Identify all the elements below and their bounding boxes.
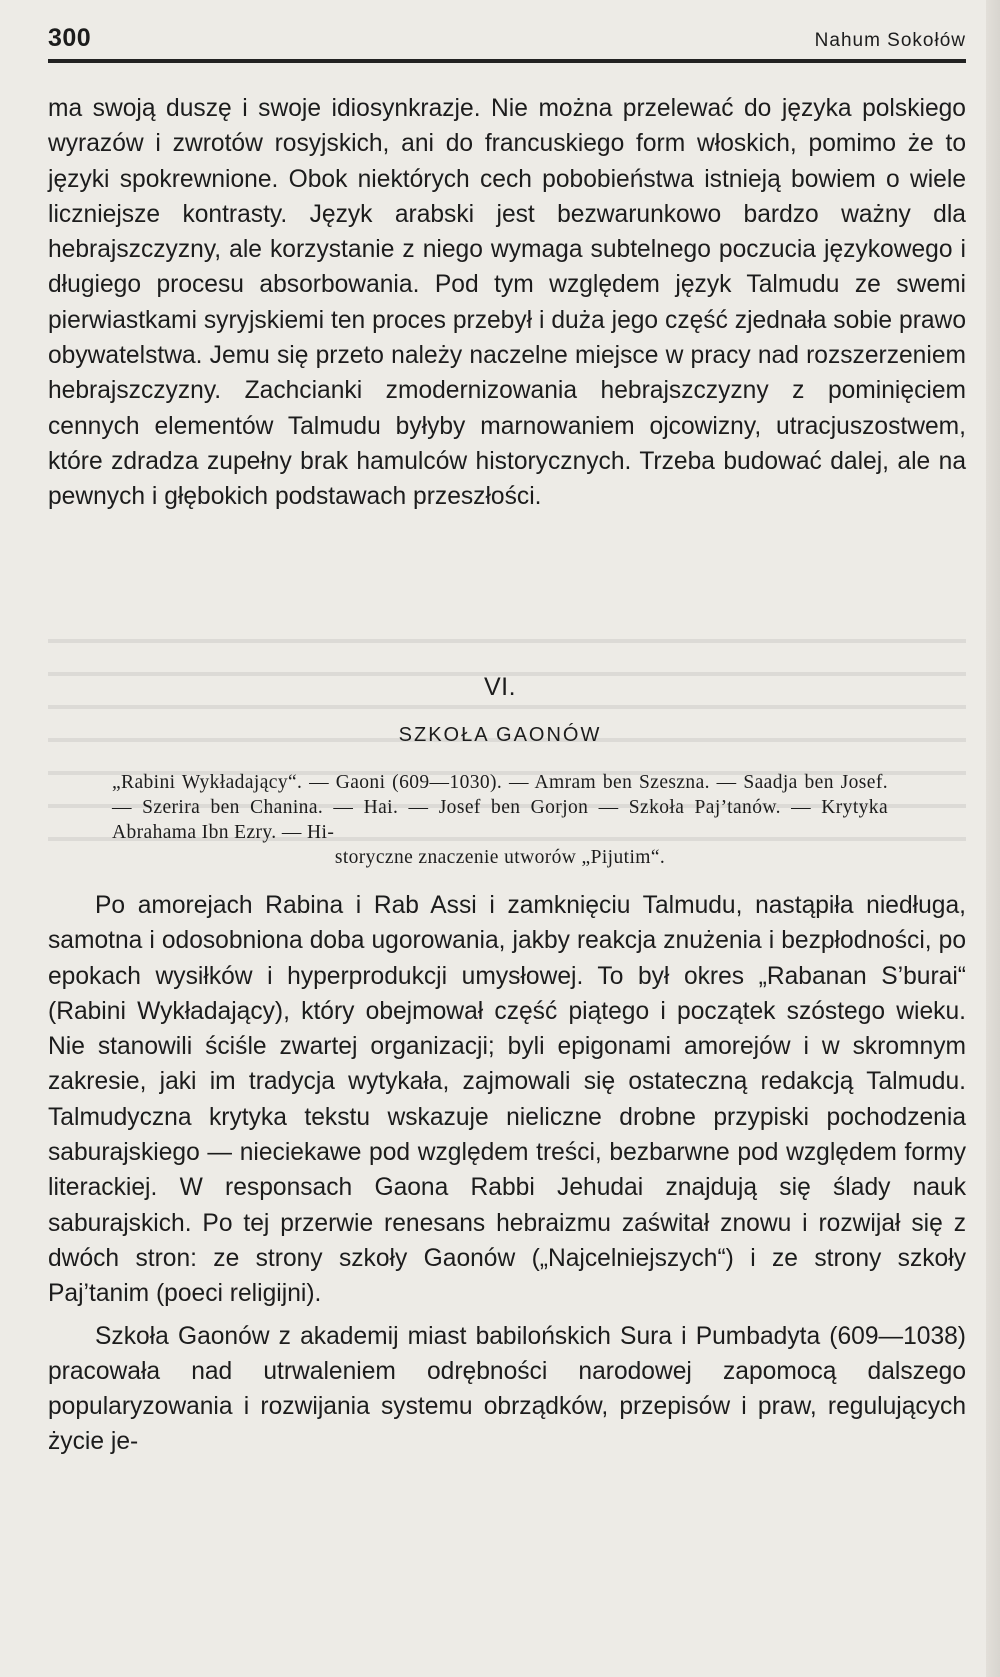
chapter-summary-text: „Rabini Wykładający“. — Gaoni (609—1030). — Amram ben Szeszna. — Saadja ben Josef. — Szerira ben Chanina. — Hai. — Josef ben Gorjon — Szkoła Paj’tanów. — Krytyka Abrahama Ibn Ezry. — Hi- bbox=[112, 772, 888, 843]
page-edge-shadow bbox=[986, 0, 1000, 1677]
running-head-author: Nahum Sokołów bbox=[814, 30, 966, 51]
chapter-summary-last-line: storyczne znaczenie utworów „Pijutim“. bbox=[334, 847, 666, 868]
chapter-title: SZKOŁA GAONÓW bbox=[398, 724, 602, 746]
page-number: 300 bbox=[48, 24, 92, 52]
text-block-chapter bbox=[48, 888, 966, 1460]
header-rule bbox=[48, 59, 966, 63]
paragraph: Po amorejach Rabina i Rab Assi i zamknięciu Talmudu, nastąpiła niedługa, samotna i odosobniona doba ugorowania, jakby reakcja znużenia i bezpłodności, po epokach wysiłków i hyperprodukcji umysłowej. To był okres „Rabanan S’burai“ (Rabini Wykładający), który obejmował część piątego i początek szóstego wieku. Nie stanowili ściśle zwartej organizacji; byli epigonami amorejów i w skromnym zakresie, jaki im tradycja wytykała, zajmowali się ostateczną redakcją Talmudu. Talmudyczna krytyka tekstu wskazuje nieliczne drobne przypiski pochodzenia saburajskiego — nieciekawe pod względem treści, bezbarwne pod względem formy literackiej. W responsach Gaona Rabbi Jehudai znajdują się ślady nauk saburajskich. Po tej przerwie renesans hebraizmu zaświtał znowu i rozwijał się z dwóch stron: ze strony szkoły Gaonów („Najcelniejszych“) i ze strony szkoły Paj’tanim (poeci religijni). bbox=[48, 892, 966, 1308]
text-block-continuation bbox=[48, 91, 966, 515]
chapter-summary bbox=[112, 770, 888, 870]
chapter-number: VI. bbox=[483, 673, 517, 701]
paragraph: Szkoła Gaonów z akademij miast babilońskich Sura i Pumbadyta (609—1038) pracowała nad utrwaleniem odrębności narodowej zapomocą dalszego popularyzowania i rozwijania systemu obrządków, przepisów i praw, regulujących życie je- bbox=[48, 1322, 966, 1456]
page-header bbox=[48, 24, 966, 64]
paragraph: ma swoją duszę i swoje idiosynkrazje. Nie można przelewać do języka polskiego wyrazów i zwrotów rosyjskich, ani do francuskiego form włoskich, pomimo że to języki spokrewnione. Obok niektórych cech pobobieństwa istnieją bowiem o wiele liczniejsze kontrasty. Język arabski jest bezwarunkowo bardzo ważny dla hebrajszczyzny, ale korzystanie z niego wymaga subtelnego poczucia językowego i długiego procesu absorbowania. Pod tym względem język Talmudu ze swemi pierwiastkami syryjskiemi ten proces przebył i duża jego część zjednała sobie prawo obywatelstwa. Jemu się przeto należy naczelne miejsce w pracy nad rozszerzeniem hebrajszczyzny. Zachcianki zmodernizowania hebrajszczyzny z pominięciem cennych elementów Talmudu byłyby marnowaniem ojcowizny, utracjuszostwem, które zdradza zupełny brak hamulców historycznych. Trzeba budować dalej, ale na pewnych i głębokich podstawach przeszłości. bbox=[48, 95, 966, 511]
